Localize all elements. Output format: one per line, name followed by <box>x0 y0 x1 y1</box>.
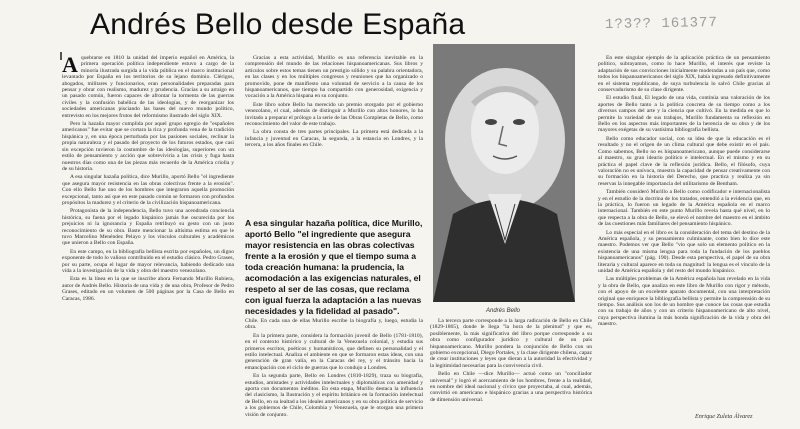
author-byline: Enrique Zuleta Álvarez <box>695 413 753 420</box>
col4-paragraph: En este singular ejemplo de la aplicación práctica de un pensamiento político, subrayamos, como lo hace Murillo, el interés que reviste la adaptación de sus convicciones inicialmente moderadas a un país que, como todos los hispanoamericanos del siglo XIX, había ingresado definitivamente en el sistema republicano, de suya turbulencia lo salvó Chile gracias al conservadurismo de su clase dirigente. <box>598 55 770 94</box>
col4-paragraph: Bello como educador social, con su idea de que la educación es el resultado y no el origen de un clima cultural que debe existir en el país. Como sabemos, Bello no es hispanoamericano, aunque puede considerarse al maestro, su gran ideario político e intelectual. En el mismo y en su práctica el papel clave de la reflexión jurídica. Bello, el filósofo, cuya valoración no es unívoca, muestra la capacidad de pensar creativamente con su formación en la historia del Derecho, que practica y realiza ya sin reservas la innegable importancia del utilitarismo de Bentham. <box>598 135 770 187</box>
col1-paragraph: En este campo, en la bibliografía bellista escrita por españoles, un digno exponente de todo lo valioso contribuido en el estudio clásico. Pedro Grases, por su parte, ocupa el lugar de mayor relevancia, habiendo dedicado una vida a la investigación de la vida y obra del maestro venezolano. <box>62 248 234 274</box>
col1-paragraph: Pero la hazaña mayor cumplida por aquel grupo egregio de "españoles americanos" fue evitar que se cortara la rica y profunda vena de la tradición hispánica y, en una época perturbada por las pasiones sociales, reclinar la propia naturaleza y el pasado del proyecto de los futuros estados, que casi sin excepción tuvieron la costumbre de las ideologías, superiores con un estilo de pensamiento y acción que sobreviviría a las crisis y fuga hasta nuestros días como una de las piezas más recuerdo de la América criolla y de su historia. <box>62 121 234 172</box>
col2-paragraph: Gracias a esta actividad, Murillo es una referencia inevitable en la comprensión del mundo de las relaciones hispanoamericanas. Sus libros y artículos sobre estos temas tienen un prestigio sólido y su palabra orientadora, en las clases y en los múltiples congresos y reuniones que ha organizado o promovido, pone de manifiesto una voluntad de servicio a la causa de los hispanoamericanos, que tiempo ha compartido con generosidad, exigencia y vocación a la América hispana en su conjunto. <box>245 55 423 100</box>
column-3-bottom <box>430 318 592 418</box>
col4-paragraph: Las múltiples problemas de la América española han revelado en la vida y la obra de Bello, que analiza en este libro de Murillo con rigor y método, con el apoyo de un excelente aparato documental, con una interpretación original que enriquece la bibliografía bellista y permite la comprensión de su tiempo. Sus análisis son los de un hombre que conoce las cosas que estudia con su trabajo de años y con un criterio hispanoamericano de alto nivel, cuya perspectiva ilumina la más honda significación de la vida y obra del maestro. <box>598 276 770 328</box>
pull-quote: A esa singular hazaña política, dice Murillo, aportó Bello "el ingrediente que asegura mayor resistencia en las obras colectivas frente a la erosión y que el tiempo suma a toda creación humana: la prudencia, la acomodación a las exigencias naturales, el respeto al ser de las cosas, que reclama con igual fuerza la adaptación a las nuevas necesidades y la fidelidad al pasado". <box>245 218 423 316</box>
col2b-paragraph: Chile. En cada una de ellas Murillo escribe la biografía y, luego, estudia la obra. <box>245 318 423 331</box>
column-2-top <box>245 55 423 213</box>
col2b-paragraph: En la primera parte, considera la formación juvenil de Bello (1781-1810), en el contexto histórico y cultural de la Venezuela colonial, y estudia sus primeros escritos, poéticos y humanísticos, que definen su personalidad y el estilo intelectual. Analiza el ambiente en que se formaron estas ideas, con una generación de gran valía, en la Caracas del rey, y el tránsito hacia la emancipación con el ciclo de guerras que lo condujo a Londres. <box>245 332 423 371</box>
col4-paragraph: También consideró Murillo a Bello como codificador e internacionalista y en el estudio de la doctrina de los tratados, entendió a la evidencia que, en la práctica, lo fueron un legado de la América española en el marco internacional. También en este punto Murillo revela hasta qué nivel, en lo que respecta a la obra de Bello, se elevó el nombre del maestro en el ámbito de las cuestiones más familiares del pensamiento hispánico. <box>598 189 770 228</box>
article-title: Andrés Bello desde España <box>90 8 466 41</box>
col2-paragraph: La obra consta de tres partes principales. La primera está dedicada a la infancia y juventud en Caracas, la segunda, a la estancia en Londres, y la tercera, a los años finales en Chile. <box>245 129 423 149</box>
archive-stamp: 1?3?? 161377 <box>604 15 718 33</box>
column-2-bottom <box>245 318 423 418</box>
col2-paragraph: Este libro sobre Bello ha merecido un premio otorgado por el gobierno venezolano, el cual, además de distinguir a Murillo con altos honores, lo ha invitado a preparar el prólogo a la serie de las Obras Completas de Bello, como reconocimiento del valor de este trabajo. <box>245 101 423 128</box>
portrait-photo <box>433 44 575 302</box>
col1-paragraph: Esta es la línea en la que se inscribe ahora Fernando Murillo Rubiera, autor de Andrés Bello. Historia de una vida y de una obra, Profesor de Pedro Grases, editado en un volumen de 500 páginas por la Casa de Bello en Caracas, 1986. <box>62 276 234 302</box>
col1-paragraph: Protagonista de la independencia, Bello tuvo una acendrada conciencia histórica, su faena por el legado hispánico jamás fue oscurecida por los prejuicios ni la ignorancia y España retribuyó su gesto con un justo reconocimiento de su obra. Baste mencionar la altísima estima en que le tuvo Marcelino Menéndez Pelayo y los vínculos culturales y académicos que unieron a Bello con España. <box>62 208 234 247</box>
col1-paragraph: quebrarse en 1810 la unidad del imperio español en América, la primera operación política independiente estuvo a cargo de la minoría ilustrada surgida a la vida pública en el marco institucional levantado por España en los territorios de su lejano dominio. Clérigos, abogados, militares y funcionarios, eran personalidades preparadas para pensar y obrar con realismo, madurez y prudencia. Gracias a su arraigo en un pasado común, fueron capaces de afrontar la tormenta de las guerras civiles y la confusión babélica de las ideologías, y de reorganizar los sociedades americanas pisciando las bases del nuevo mundo político, entrevisto en los mejores frutos del reformismo ilustrado del siglo XIX. <box>62 55 234 119</box>
column-4 <box>598 55 770 411</box>
col3b-paragraph: Bello en Chile —dice Murillo— actuó como un "conciliador universal" y logró el acercamiento de los hombres, frente a la realidad, en nombre del ideal nacional y cívico que proyectaba, al cual, además, convirtió en americano e hispánico gracias a una perspectiva histórica de dimensión universal. <box>430 371 592 403</box>
portrait-illustration <box>433 44 575 302</box>
col4-paragraph: El estudio final, El legado de una vida, continúa una valoración de los aportes de Bello tanto a la política concreta de su tiempo como a los diversos campos del arte y la ciencia que cultivó. En la medida en que lo permite la variedad de sus trabajos, Murillo fundamenta su reflexión en Bello en los aspectos más importantes de la herencia de su obra y de los mayores exégetas de su vastísima bibliografía bellista. <box>598 95 770 134</box>
col1-paragraph: A esa singular hazaña política, dice Murillo, aportó Bello "el ingrediente que asegura mayor resistencia en las obras colectivas frente a la erosión". Con ello Bello fue uno de los hombres que integraron aquella promoción excepcional, tanto así que en este pasado común se formaron con profundos propósitos la madurez y el criterio de la civilización hispanoamericana. <box>62 174 234 206</box>
col2b-paragraph: En la segunda parte, Bello en Londres (1810-1829), traza su biografía, estudios, amistades y actividades intelectuales y diplomáticas con amenidad y aporta con documentos inéditos. En esta etapa, Murillo destaca la influencia del clasicismo, la Ilustración y el espíritu británico en la formación intelectual de Bello, en su lealtad a los ideales americanos y en su obra política de servicio a los gobiernos de Chile, Colombia y Venezuela, que le otorgan una primera visión de conjunto. <box>245 373 423 418</box>
drop-cap: A <box>62 55 78 77</box>
col3b-paragraph: La tercera parte corresponde a la larga radicación de Bello en Chile (1829-1865), donde le llega "la hora de la plenitud" y que es, posiblemente, la más significativa del libro porque corresponde a su obra como configurador jurídico y cultural de un país hispanoamericano. Murillo pondera la conjunción de Bello con un gobierno excepcional, Diego Portales, y la clase dirigente chilena, capaz de crear instituciones y leyes que dieran a la autoridad la efectividad y la legitimidad necesarias para la convivencia civil. <box>430 318 592 369</box>
photo-caption: Andrés Bello <box>486 308 521 314</box>
col4-paragraph: Lo más especial en el libro es la consideración del tema del destino de la América española, y su pensamiento culminante, como bien lo dice este maestro. Podemos ver que Bello "vio que solo un elemento político en la existencia de una misma lengua para toda la fundación de los pueblos hispanoamericanos" (pág. 190). Desde esta perspectiva, el papel de su obra literaria y cultural aparece en toda su magnitud: la lengua es el vínculo de la unidad de América española y del resto del mundo hispánico. <box>598 229 770 274</box>
column-1 <box>62 55 234 417</box>
